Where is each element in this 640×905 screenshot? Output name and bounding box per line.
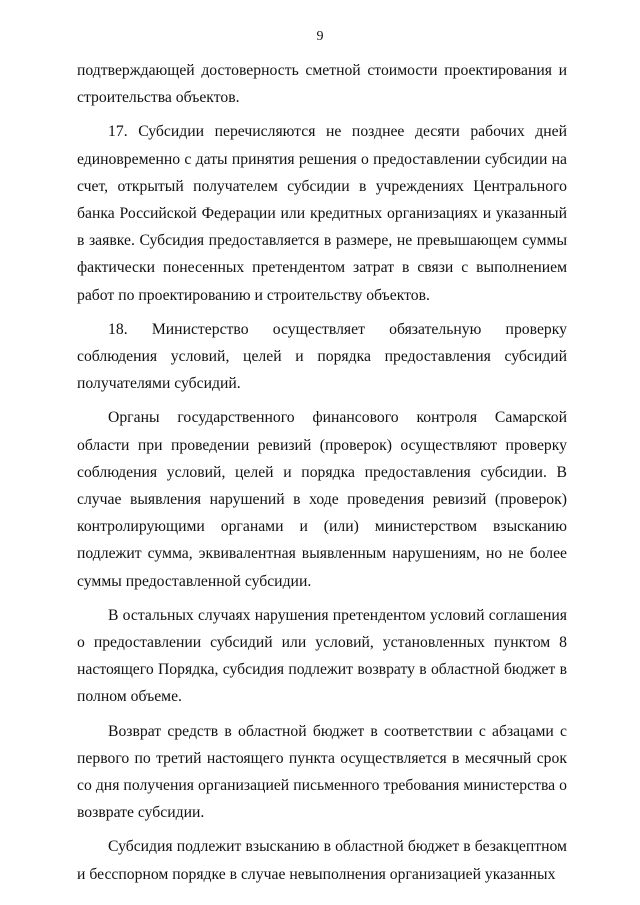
paragraph-recovery: Субсидия подлежит взысканию в областной бюджет в безакцептном и бесспорном порядке в случае невыполнения организацией указанных	[77, 838, 567, 883]
document-body	[77, 57, 567, 895]
paragraph-return-of-funds: Возврат средств в областной бюджет в соответствии с абзацами с первого по третий настоящего пункта осуществляется в месячный срок со дня получения организацией письменного требования министерства о возврате субсидии.	[77, 722, 567, 822]
page-number: 9	[316, 29, 324, 44]
paragraph-financial-control: Органы государственного финансового контроля Самарской области при проведении ревизий (проверок) осуществляют проверку соблюдения условий, целей и порядка предоставления субсидии. В случае выявления нарушений в ходе проведения ревизий (проверок) контролирующими органами и (или) министерством взысканию подлежит сумма, эквивалентная выявленным нарушениям, но не более суммы предоставленной субсидии.	[77, 409, 567, 590]
paragraph-17: 17. Субсидии перечисляются не позднее десяти рабочих дней единовременно с даты принятия решения о предоставлении субсидии на счет, открытый получателем субсидии в учреждениях Центрального банка Российской Федерации или кредитных организациях и указанный в заявке. Субсидия предоставляется в размере, не превышающем суммы фактически понесенных претендентом затрат в связи с выполнением работ по проектированию и строительству объектов.	[77, 123, 567, 304]
paragraph-continuation: подтверждающей достоверность сметной стоимости проектирования и строительства объектов.	[77, 62, 567, 107]
paragraph-other-violations: В остальных случаях нарушения претендентом условий соглашения о предоставлении субсидий или условий, установленных пунктом 8 настоящего Порядка, субсидия подлежит возврату в областной бюджет в полном объеме.	[77, 606, 567, 706]
paragraph-18: 18. Министерство осуществляет обязательную проверку соблюдения условий, целей и порядка предоставления субсидий получателями субсидий.	[77, 320, 567, 393]
